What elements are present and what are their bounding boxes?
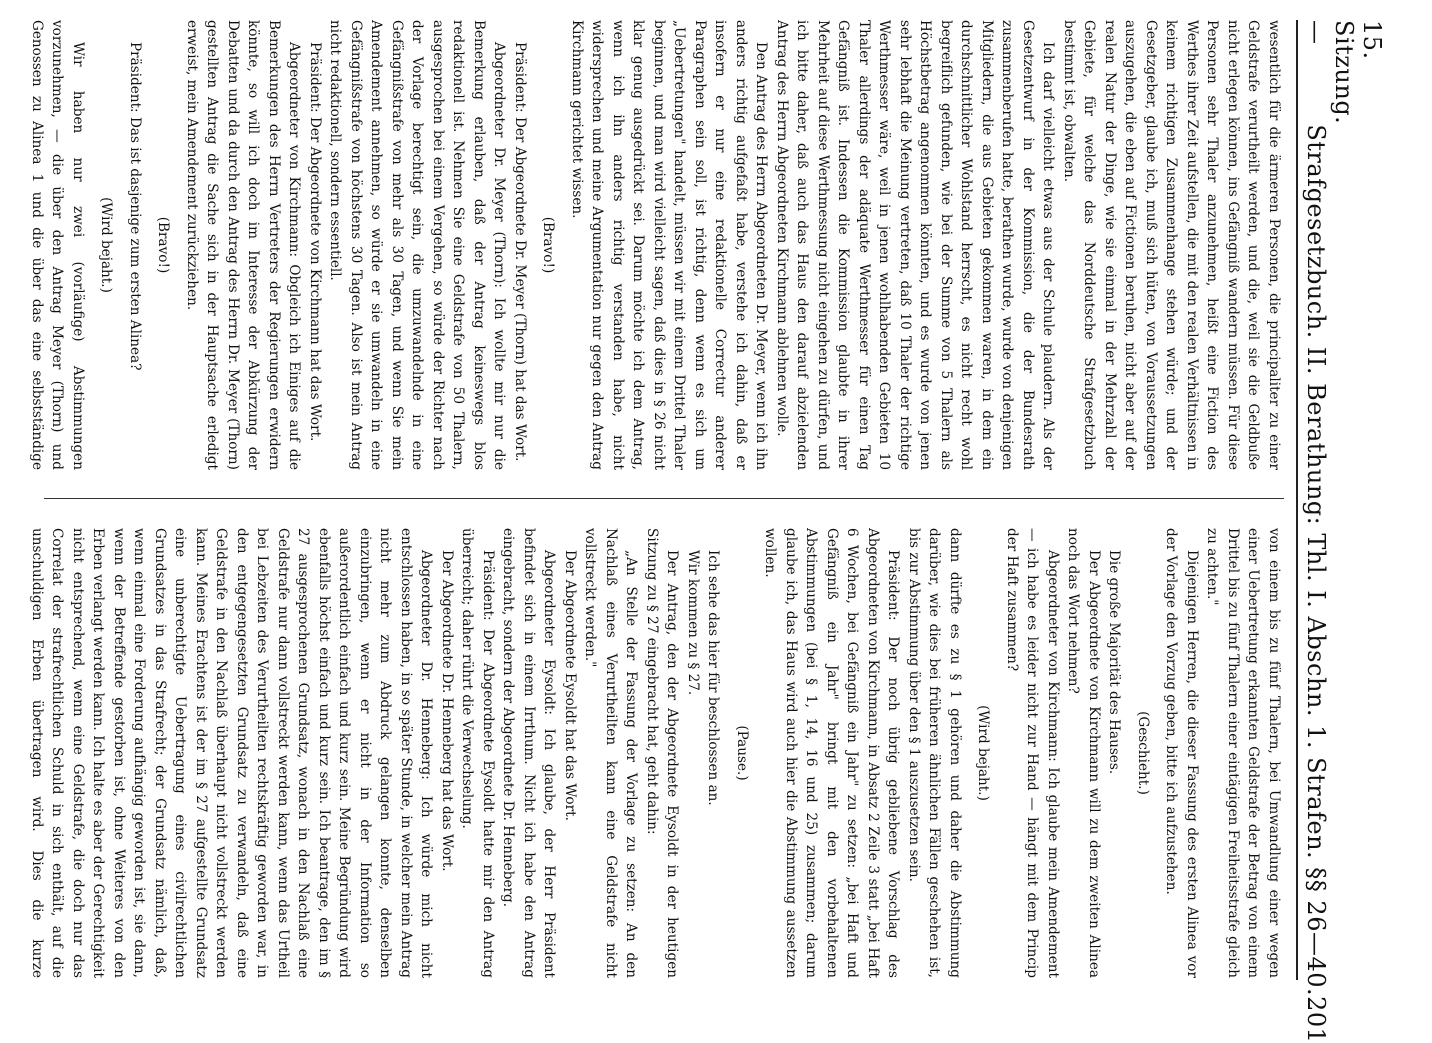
- paragraph: dann dürfte es zu § 1 gehören und daher die Abstimmung darüber, wie dies bei früheren ähnlichen Fällen geschehen ist, bis zur Abstimmung über den § 1 auszusetzen sein.: [906, 528, 963, 978]
- left-text-column: [28, 20, 1284, 470]
- interjection: (Geschieht.): [1135, 711, 1151, 795]
- paragraph: Wir haben nur zwei (vorläufige) Abstimmungen vorzunehmen, — die über den Antrag Meyer (Thorn) und Genossen zu Alinea 1 und die über das eine selbstständige: [29, 20, 86, 470]
- paragraph: Präsident: Der noch übrig gebliebene Vorschlag des Abgeordneten von Kirchmann, in Absatz 2 Zeile 3 statt „bei Haft 6 Wochen, bei Gefängniß ein Jahr" zu setzen: „bei Haft und Gefängniß ein Jahr" bringt mit den vorbehaltenen Abstimmungen (bei § 1, 14, 16 und 25) zusammen; darum glaube ich, das Haus wird auch hier die Abstimmung aussetzen wollen.: [762, 528, 902, 978]
- interjection: (Bravo!): [155, 216, 172, 274]
- paragraph: Diejenigen Herren, die dieser Fassung des ersten Alinea vor der Vorlage den Vorzug geben, bitte ich aufzustehen.: [1163, 528, 1200, 978]
- quoted-amendment: „An Stelle der Fassung der Vorlage zu setzen: An den Nachlaß eines Verurtheilten kann eine Geldstrafe nicht vollstreckt werden.": [582, 528, 640, 978]
- interjection: (Bravo!): [540, 216, 557, 274]
- session-label: 15. Sitzung. —: [1302, 20, 1386, 125]
- paragraph: Abgeordneter Dr. Henneberg: Ich würde mich nicht entschlossen haben, in so später Stunde, in welcher mein Antrag nicht mehr zum Abdruck gelangen konnte, denselben einzubringen, wenn er nicht in der Information so außerordentlich einfach und kurz sein. Meine Begründung wird ebenfalls höchst einfach und kurz sein. Ich beantrage, den im § 27 ausgesprochenen Grundsatz, wonach in den Nachlaß eine Geldstrafe nur dann vollstreckt werden kann, wenn das Urtheil bei Lebzeiten des Verurtheilten rechtskräftig geworden war, in den entgegengesetzten Grundsatz zu verwandeln, daß eine Geldstrafe in den Nachlaß überhaupt nicht vollstreckt werden kann. Meines Erachtens ist der im § 27 aufgestellte Grundsatz eine unberechtigte Uebertragung eines civilrechtlichen Grundsatzes in das Strafrecht; der Grundsatz nämlich, daß, wenn einmal eine Forderung aufhängig geworden ist, sie dann, wenn der Betreffende gestorben ist, ohne Weiteres von den Erben verlangt werden kann. Ich halte es aber der Gerechtigkeit nicht entsprechend, wenn eine Geldstrafe, die doch nur das Correlat der strafrechtlichen Schuld in sich enthält, auf die unschuldigen Erben übertragen wird. Dies die kurze: [29, 528, 435, 978]
- interjection: (Pause.): [734, 725, 750, 781]
- section-title: Strafgesetzbuch. II. Berathung: Thl. I. Abschn. 1. Strafen. §§ 26—40.: [1302, 124, 1330, 997]
- paragraph: Präsident: Der Abgeordnete von Kirchmann hat das Wort.: [307, 42, 323, 442]
- paragraph: Abgeordneter von Kirchmann: Ich glaube mein Amendement — ich habe es leider nicht zur Hand — hängt mit dem Princip der Haft zusammen?: [1004, 528, 1061, 978]
- paragraph: Wir kommen zu § 27.: [685, 550, 701, 696]
- interjection: (Wird bejaht.): [975, 705, 992, 801]
- paragraph: von einem bis zu fünf Thalern, bei Umwandlung einer wegen einer Uebertretung erkannten Geldstrafe der Betrag von einem Drittel bis zu fünf Thalern einer eintägigen Freiheitsstrafe gleich zu achten.": [1204, 528, 1282, 978]
- paragraph: Abgeordneter Eysoldt: Ich glaube, der Herr Präsident befindet sich in einem Irrthum. Nicht ich habe den Antrag eingebracht, sondern der Abgeordnete Dr. Henneberg.: [500, 528, 558, 978]
- paragraph: Abgeordneter Dr. Meyer (Thorn): Ich wollte mir nur die Bemerkung erlauben, daß der Antrag keineswegs blos redaktionell ist. Nehmen Sie eine Geldstrafe von 50 Thalern, ausgesprochen bei einem Vergehen, so würde der Richter nach der Vorlage berechtigt sein, die umzuwandelnde in eine Gefängnißstrafe von mehr als 30 Tagen, und wenn Sie mein Amendement annehmen, so würde er sie umwandeln in eine Gefängnißstrafe von höchstens 30 Tagen. Also ist mein Antrag nicht redaktionell, sondern essentiell.: [327, 20, 508, 470]
- paragraph: wesentlich für die ärmeren Personen, die principaliter zu einer Geldstrafe verurtheilt werden, und die, weil sie die Geldbuße nicht erlegen können, ins Gefängniß wandern müssen. Für diese Personen sehr Thaler anzunehmen, heißt eine Fiction des Werthes ihrer Zeit aufstellen, die mit den realen Verhältnissen in keinem richtigen Zusammenhange stehen würde; und der Gesetzgeber, glaube ich, muß sich hüten, von Voraussetzungen auszugehen, die eben auf Fictionen beruhen, nicht aber auf der realen Natur der Dinge, wie sie einmal in der Mehrzahl der Gebiete, für welche das Norddeutsche Strafgesetzbuch bestimmt ist, obwalten.: [1061, 20, 1282, 470]
- paragraph: Den Antrag des Herrn Abgeordneten Dr. Meyer, wenn ich ihn anders richtig aufgefaßt habe, verstehe ich dahin, daß er insofern er nur eine redaktionelle Correctur anderer Paragraphen sein soll, ist richtig, denn wenn es sich um „Uebertretungen" handelt, müssen wir mit einem Drittel Thaler beginnen, und man wird vielleicht sagen, daß dies in § 26 nicht klar genug ausgedrückt sei. Darum möchte ich dem Antrag, wenn ich ihn anders richtig verstanden habe, nicht widersprechen und meine Argumentation nur gegen den Antrag Kirchmann gerichtet wissen.: [569, 20, 770, 470]
- paragraph: Der Antrag, den der Abgeordnete Eysoldt in der heutigen Sitzung zu § 27 eingebracht hat, geht dahin:: [644, 528, 681, 978]
- paragraph: Der Abgeordnete Eysoldt hat das Wort.: [562, 550, 578, 821]
- right-text-column: [28, 528, 1284, 978]
- paragraph: Präsident: Der Abgeordnete Eysoldt hatte mir den Antrag überreicht; daher rührt die Verwechselung.: [459, 528, 496, 978]
- interjection: (Wird bejaht.): [98, 197, 115, 293]
- paragraph: Die große Majorität des Hauses.: [1106, 550, 1123, 775]
- digitization-credit: [1414, 40, 1432, 980]
- paragraph: Präsident: Das ist dasjenige zum ersten Alinea?: [127, 42, 143, 371]
- paragraph: Ich sehe das hier für beschlossen an.: [705, 550, 722, 806]
- page-header: [1296, 20, 1386, 1043]
- paragraph: Der Abgeordnete Dr. Henneberg hat das Wort.: [439, 550, 455, 872]
- column-divider: [44, 498, 1284, 499]
- paragraph: Der Abgeordnete von Kirchmann will zu dem zweiten Alinea noch das Wort nehmen?: [1065, 528, 1102, 978]
- page-number: 201: [1302, 996, 1330, 1043]
- paragraph: Präsident: Der Abgeordnete Dr. Meyer (Thorn) hat das Wort.: [512, 42, 528, 462]
- paragraph: Abgeordneter von Kirchmann: Obgleich ich Einiges auf die Bemerkungen des Herrn Vertreters der Regierungen erwidern könnte, so will ich doch im Interesse der Abkürzung der Debatten und da durch den Antrag des Herrn Dr. Meyer (Thorn) gestellten Antrag die Sache sich in der Hauptsache erledigt erweist, mein Amendement zurückziehen.: [184, 20, 303, 470]
- paragraph: Ich darf vielleicht etwas aus der Schule plaudern. Als der Gesetzentwurf in der Kommission, die der Bundesrath zusammenberufen hatte, berathen wurde, wurde von denjenigen Mitgliedern, die aus Gebieten gekommen waren, in dem ein durchschnittlicher Wohlstand herrscht, es nicht recht wohl begreiflich gefunden, wie bei der Summe von 5 Thalern als Höchstbetrag angenommen könnten, und es wurde von jenen sehr lebhaft die Meinung vertreten, daß 10 Thaler der richtige Werthmesser wäre, weil in jenen wohlhabenden Gebieten 10 Thaler allerdings der adäquate Werthmesser für einen Tag Gefängniß ist. Indessen die Kommission glaubte in ihrer Mehrheit auf diese Werthmessung nicht eingehen zu dürfen, und ich bitte daher, daß auch das Haus den darauf abzielenden Antrag des Herrn Abgeordneten Kirchmann ablehnen wolle.: [774, 20, 1057, 470]
